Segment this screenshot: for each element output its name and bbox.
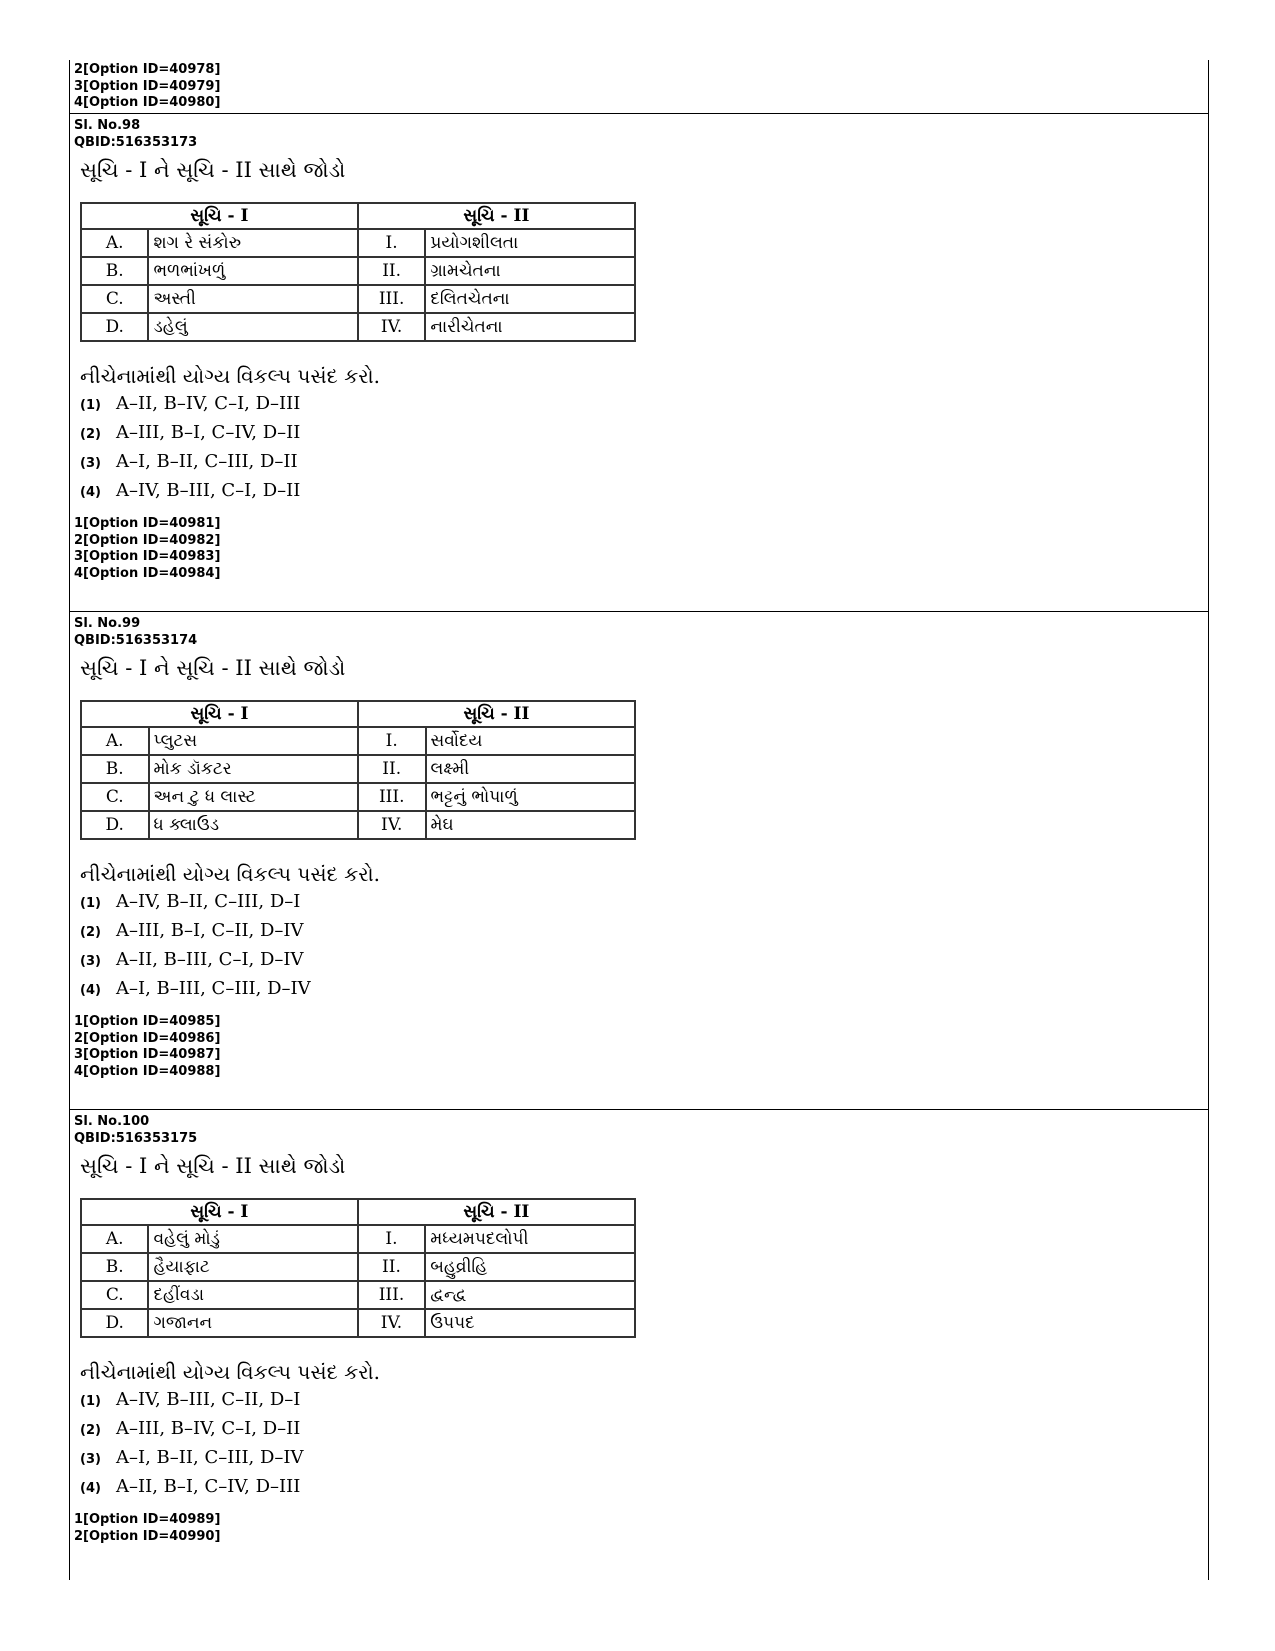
answer-option[interactable]: (4) A–IV, B–III, C–I, D–II xyxy=(80,480,301,501)
table-row xyxy=(81,811,635,839)
list-2-item: ગ્રામચેતના xyxy=(425,257,635,285)
list-1-item: દહીંવડા xyxy=(148,1281,357,1309)
row-label: A. xyxy=(81,727,149,755)
option-ids xyxy=(74,1014,220,1080)
list-1-item: હૈયાફાટ xyxy=(148,1253,357,1281)
list-2-item: ભટ્ટનું ભોપાળું xyxy=(426,783,635,811)
row-label: III. xyxy=(358,285,426,313)
answer-option[interactable]: (2) A–III, B–I, C–IV, D–II xyxy=(80,422,301,443)
list-2-item: દલિતચેતના xyxy=(425,285,635,313)
match-table xyxy=(80,1198,636,1338)
option-ids xyxy=(74,1512,220,1545)
serial-number: Sl. No.100 xyxy=(74,1114,150,1129)
answer-option[interactable]: (3) A–I, B–II, C–III, D–IV xyxy=(80,1447,304,1468)
answer-options xyxy=(80,887,311,1003)
question-title: સૂચિ - I ને સૂચિ - II સાથે જોડો xyxy=(80,1154,346,1178)
option-id: 1[Option ID=40985] xyxy=(74,1014,221,1029)
list-1-item: શગ રે સંકોરુ xyxy=(148,229,357,257)
row-label: A. xyxy=(81,1225,148,1253)
question-100 xyxy=(70,1109,1208,1580)
list-1-item: મોક ડૉકટર xyxy=(149,755,358,783)
question-paper-frame xyxy=(69,60,1209,1580)
list-2-item: મેઘ xyxy=(426,811,635,839)
match-table xyxy=(80,202,636,342)
column-header-1: સૂચિ - I xyxy=(81,203,358,229)
previous-option-ids xyxy=(74,62,220,112)
column-header-1: સૂચિ - I xyxy=(81,1199,358,1225)
qbid: QBID:516353173 xyxy=(74,134,198,150)
row-label: III. xyxy=(358,1281,426,1309)
list-1-item: અસ્તી xyxy=(148,285,357,313)
answer-option[interactable]: (1) A–II, B–IV, C–I, D–III xyxy=(80,393,301,414)
list-2-item: દ્વન્દ્વ xyxy=(425,1281,635,1309)
table-row xyxy=(81,257,635,285)
table-row xyxy=(81,229,635,257)
question-99 xyxy=(70,611,1208,1102)
row-label: I. xyxy=(358,229,426,257)
list-1-item: ધ ક્લાઉડ xyxy=(149,811,358,839)
row-label: D. xyxy=(81,1309,148,1337)
answer-option[interactable]: (3) A–I, B–II, C–III, D–II xyxy=(80,451,298,472)
answer-option[interactable]: (2) A–III, B–I, C–II, D–IV xyxy=(80,920,304,941)
row-label: III. xyxy=(358,783,426,811)
row-label: B. xyxy=(81,257,148,285)
row-label: II. xyxy=(358,1253,426,1281)
choose-prompt: નીચેનામાંથી યોગ્ય વિકલ્પ પસંદ કરો. xyxy=(80,364,380,388)
table-row xyxy=(81,783,635,811)
list-1-item: પ્લુટસ xyxy=(149,727,358,755)
table-row xyxy=(81,727,635,755)
qbid: QBID:516353174 xyxy=(74,632,198,648)
answer-options xyxy=(80,389,300,505)
option-id: 4[Option ID=40980] xyxy=(74,95,221,110)
option-ids xyxy=(74,516,220,582)
table-row xyxy=(81,1253,635,1281)
row-label: I. xyxy=(358,727,426,755)
list-1-item: ડહેલું xyxy=(148,313,357,341)
option-id: 2[Option ID=40990] xyxy=(74,1528,221,1544)
row-label: A. xyxy=(81,229,148,257)
list-2-item: ઉપપદ xyxy=(425,1309,635,1337)
option-id: 2[Option ID=40982] xyxy=(74,532,221,548)
list-2-item: નારીચેતના xyxy=(425,313,635,341)
option-id: 4[Option ID=40988] xyxy=(74,1063,221,1079)
row-label: IV. xyxy=(358,811,426,839)
list-2-item: બહુવ્રીહિ xyxy=(425,1253,635,1281)
answer-option[interactable]: (1) A–IV, B–II, C–III, D–I xyxy=(80,891,301,912)
list-1-item: ગજાનન xyxy=(148,1309,357,1337)
question-98 xyxy=(70,113,1208,604)
option-id: 3[Option ID=40987] xyxy=(74,1047,221,1062)
row-label: C. xyxy=(81,783,149,811)
answer-option[interactable]: (4) A–I, B–III, C–III, D–IV xyxy=(80,978,311,999)
row-label: D. xyxy=(81,811,149,839)
answer-option[interactable]: (2) A–III, B–IV, C–I, D–II xyxy=(80,1418,301,1439)
list-2-item: મધ્યમપદલોપી xyxy=(425,1225,635,1253)
answer-option[interactable]: (4) A–II, B–I, C–IV, D–III xyxy=(80,1476,301,1497)
list-1-item: ભળભાંખળું xyxy=(148,257,357,285)
row-label: D. xyxy=(81,313,148,341)
option-id: 3[Option ID=40979] xyxy=(74,78,221,94)
list-1-item: વહેલું મોડું xyxy=(148,1225,357,1253)
match-table xyxy=(80,700,636,840)
option-id: 1[Option ID=40981] xyxy=(74,516,221,531)
table-row xyxy=(81,313,635,341)
answer-options xyxy=(80,1385,304,1501)
serial-number: Sl. No.99 xyxy=(74,616,141,631)
option-id: 2[Option ID=40986] xyxy=(74,1030,221,1046)
row-label: B. xyxy=(81,1253,148,1281)
option-id: 1[Option ID=40989] xyxy=(74,1512,221,1527)
row-label: C. xyxy=(81,1281,148,1309)
row-label: C. xyxy=(81,285,148,313)
table-row xyxy=(81,1309,635,1337)
row-label: IV. xyxy=(358,1309,426,1337)
option-id: 3[Option ID=40983] xyxy=(74,549,221,564)
question-title: સૂચિ - I ને સૂચિ - II સાથે જોડો xyxy=(80,158,346,182)
row-label: I. xyxy=(358,1225,426,1253)
row-label: II. xyxy=(358,257,426,285)
choose-prompt: નીચેનામાંથી યોગ્ય વિકલ્પ પસંદ કરો. xyxy=(80,862,380,886)
serial-number: Sl. No.98 xyxy=(74,118,141,133)
row-label: II. xyxy=(358,755,426,783)
column-header-2: સૂચિ - II xyxy=(358,203,635,229)
table-row xyxy=(81,755,635,783)
column-header-2: સૂચિ - II xyxy=(358,701,635,727)
column-header-1: સૂચિ - I xyxy=(81,701,358,727)
qbid: QBID:516353175 xyxy=(74,1130,198,1146)
row-label: IV. xyxy=(358,313,426,341)
row-label: B. xyxy=(81,755,149,783)
choose-prompt: નીચેનામાંથી યોગ્ય વિકલ્પ પસંદ કરો. xyxy=(80,1360,380,1384)
list-2-item: લક્ષ્મી xyxy=(426,755,635,783)
answer-option[interactable]: (3) A–II, B–III, C–I, D–IV xyxy=(80,949,304,970)
list-1-item: અન ટુ ધ લાસ્ટ xyxy=(149,783,358,811)
list-2-item: સર્વોદય xyxy=(426,727,635,755)
list-2-item: પ્રયોગશીલતા xyxy=(425,229,635,257)
table-row xyxy=(81,285,635,313)
answer-option[interactable]: (1) A–IV, B–III, C–II, D–I xyxy=(80,1389,301,1410)
question-title: સૂચિ - I ને સૂચિ - II સાથે જોડો xyxy=(80,656,346,680)
column-header-2: સૂચિ - II xyxy=(358,1199,635,1225)
option-id: 4[Option ID=40984] xyxy=(74,565,221,581)
option-id: 2[Option ID=40978] xyxy=(74,62,221,77)
table-row xyxy=(81,1281,635,1309)
table-row xyxy=(81,1225,635,1253)
